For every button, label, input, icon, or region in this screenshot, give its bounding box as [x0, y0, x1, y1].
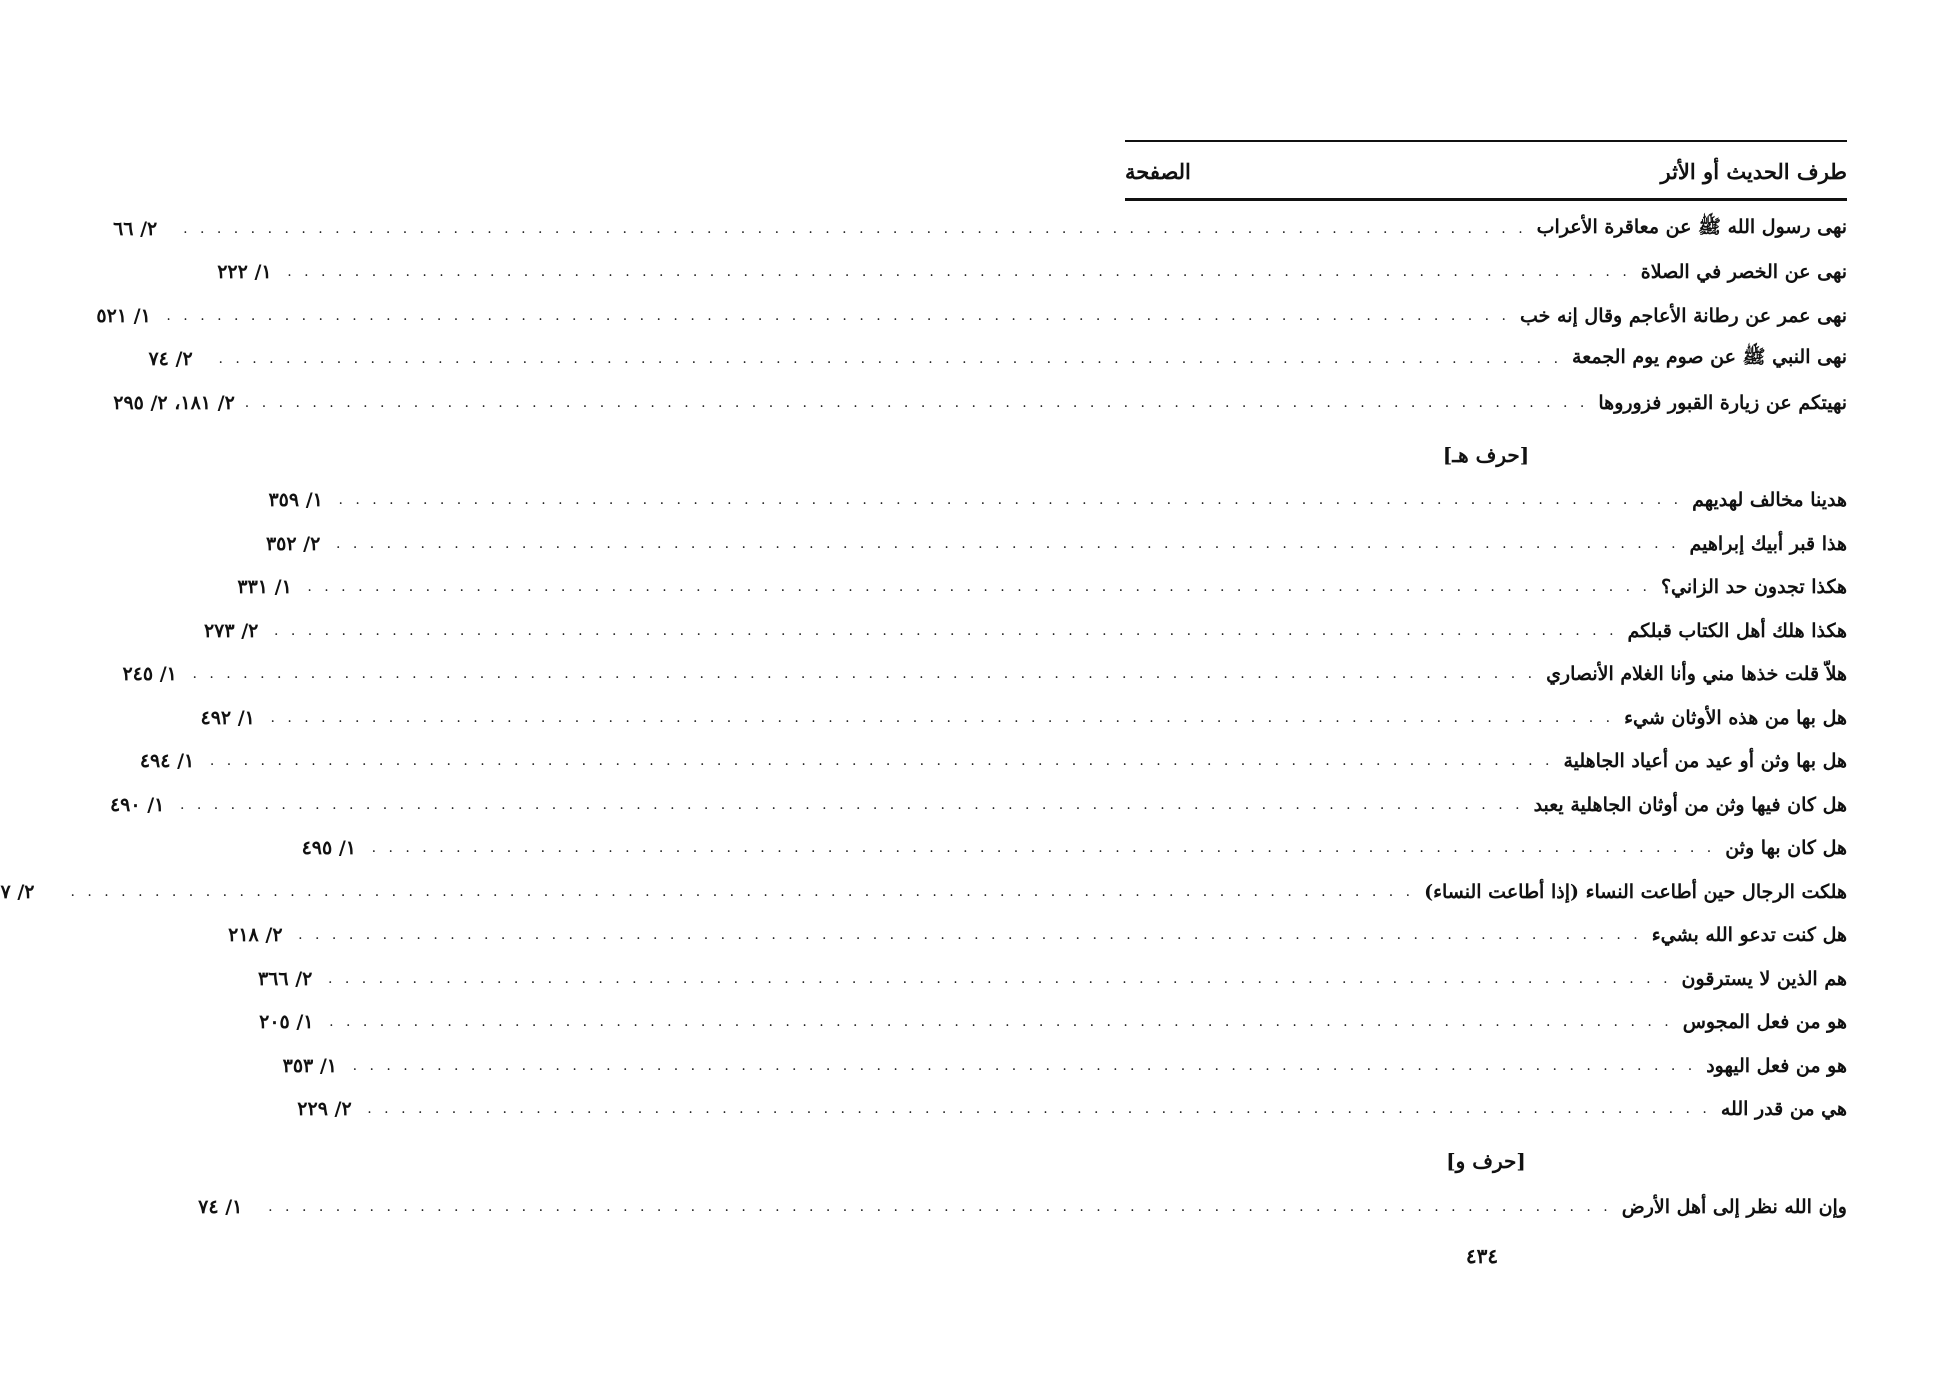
entry-page-ref: ١/ ٥٢١ [96, 304, 151, 327]
index-page [0, 140, 1847, 1229]
dot-leader: . . . . . . . . . . . . . . . . . . . . . . . . . . . . . . . . . . . . . . . . . . . . . . . . . . . . . . . . . . . . . . . . . . . . . . . . . . . . . . . . [273, 622, 1618, 639]
dot-leader: . . . . . . . . . . . . . . . . . . . . . . . . . . . . . . . . . . . . . . . . . . . . . . . . . . . . . . . . . . . . . . . . . . . . . . . . . . . . . . . . [192, 666, 1537, 683]
index-entry [217, 251, 1847, 295]
entry-page-ref: ٢/ ٦٦ [113, 217, 158, 240]
entry-page-ref: ٢/ ٢١٨ [228, 924, 283, 947]
index-entry [265, 522, 1847, 566]
entry-text: نهيتكم عن زيارة القبور فزوروها [1598, 391, 1847, 414]
index-entry [148, 338, 1847, 382]
entry-text: نهى عمر عن رطانة الأعاجم وقال إنه خب [1520, 304, 1847, 327]
dot-leader: . . . . . . . . . . . . . . . . . . . . . . . . . . . . . . . . . . . . . . . . . . . . . . . . . . . . . . . . . . . . . . . . . . . . . . . . . . . . . . . . [183, 220, 1527, 237]
section-title: [حرف و] [1446, 1149, 1526, 1173]
index-entry [200, 696, 1847, 740]
entry-text: هي من قدر الله [1720, 1098, 1847, 1121]
index-entry [198, 1185, 1847, 1229]
table-header [1125, 152, 1847, 190]
dot-leader: . . . . . . . . . . . . . . . . . . . . . . . . . . . . . . . . . . . . . . . . . . . . . . . . . . . . . . . . . . . . . . . . . . . . . . . . . . . . . . . . [352, 1057, 1697, 1074]
index-entry [301, 827, 1847, 871]
index-entry [122, 653, 1847, 697]
dot-leader: . . . . . . . . . . . . . . . . . . . . . . . . . . . . . . . . . . . . . . . . . . . . . . . . . . . . . . . . . . . . . . . . . . . . . . . . . . . . . . . . [367, 1101, 1711, 1118]
dot-leader: . . . . . . . . . . . . . . . . . . . . . . . . . . . . . . . . . . . . . . . . . . . . . . . . . . . . . . . . . . . . . . . . . . . . . . . . . . . . . . . . [298, 927, 1642, 944]
entry-page-ref: ٢/ ٢٢٩ [297, 1098, 352, 1121]
entry-text: هدينا مخالف لهديهم [1692, 489, 1847, 512]
dot-leader: . . . . . . . . . . . . . . . . . . . . . . . . . . . . . . . . . . . . . . . . . . . . . . . . . . . . . . . . . . . . . . . . . . . . . . . . . . . . . . . . [307, 579, 1651, 596]
dot-leader: . . . . . . . . . . . . . . . . . . . . . . . . . . . . . . . . . . . . . . . . . . . . . . . . . . . . . . . . . . . . . . . . . . . . . . . . . . . . . . . . [70, 883, 1415, 900]
entry-text: هلاّ قلت خذها مني وأنا الغلام الأنصاري [1546, 663, 1847, 686]
index-entry [0, 870, 1847, 914]
entry-text: هل كان فيها وثن من أوثان الجاهلية يعبد [1533, 793, 1847, 816]
entry-page-ref: ٢/ ٣٦٦ [257, 967, 313, 990]
dot-leader: . . . . . . . . . . . . . . . . . . . . . . . . . . . . . . . . . . . . . . . . . . . . . . . . . . . . . . . . . . . . . . . . . . . . . . . . . . . . . . . . [329, 1014, 1673, 1031]
entry-text: هذا قبر أبيك إبراهيم [1689, 532, 1847, 555]
entry-text: هل كنت تدعو الله بشيء [1651, 924, 1847, 947]
entry-page-ref: ١/ ٣٥٣ [282, 1054, 338, 1077]
index-sections [0, 207, 1847, 1229]
dot-leader: . . . . . . . . . . . . . . . . . . . . . . . . . . . . . . . . . . . . . . . . . . . . . . . . . . . . . . . . . . . . . . . . . . . . . . . . . . . . . . . . [371, 840, 1716, 857]
entry-text: هل بها من هذه الأوثان شيء [1624, 706, 1847, 729]
entry-page-ref: ١/ ٢٢٢ [217, 261, 272, 284]
entry-page-ref: ١/ ٢٤٥ [122, 663, 177, 686]
dot-leader: . . . . . . . . . . . . . . . . . . . . . . . . . . . . . . . . . . . . . . . . . . . . . . . . . . . . . . . . . . . . . . . . . . . . . . . . . . . . . . . . [166, 307, 1510, 324]
entry-page-ref: ١/ ٧٤ [198, 1195, 243, 1218]
index-entry [113, 207, 1847, 251]
entry-text: هكذا تجدون حد الزاني؟ [1660, 576, 1847, 599]
index-entry [268, 479, 1847, 523]
index-entry [237, 566, 1847, 610]
dot-leader: . . . . . . . . . . . . . . . . . . . . . . . . . . . . . . . . . . . . . . . . . . . . . . . . . . . . . . . . . . . . . . . . . . . . . . . . . . . . . . . . [268, 1198, 1612, 1215]
dot-leader: . . . . . . . . . . . . . . . . . . . . . . . . . . . . . . . . . . . . . . . . . . . . . . . . . . . . . . . . . . . . . . . . . . . . . . . . . . . . . . . . [338, 492, 1683, 509]
entry-text: نهى رسول الله ﷺ عن معاقرة الأعراب [1536, 215, 1847, 238]
dot-leader: . . . . . . . . . . . . . . . . . . . . . . . . . . . . . . . . . . . . . . . . . . . . . . . . . . . . . . . . . . . . . . . . . . . . . . . . . . . . . . . . [209, 753, 1554, 770]
index-entry [96, 294, 1847, 338]
entry-page-ref: ١/ ٤٩٤ [139, 750, 195, 773]
entry-text: هلكت الرجال حين أطاعت النساء (إذا أطاعت النساء) [1424, 880, 1847, 903]
entry-page-ref: ١/ ٤٩٠ [109, 793, 165, 816]
header-page-column: الصفحة [1125, 158, 1191, 184]
dot-leader: . . . . . . . . . . . . . . . . . . . . . . . . . . . . . . . . . . . . . . . . . . . . . . . . . . . . . . . . . . . . . . . . . . . . . . . . . . . . . . . . [179, 796, 1524, 813]
entry-list [0, 479, 1847, 1132]
index-entry [259, 1001, 1847, 1045]
entry-page-ref: ١/ ٤٩٥ [301, 837, 356, 860]
index-entry [113, 381, 1847, 425]
entry-text: هكذا هلك أهل الكتاب قبلكم [1627, 619, 1847, 642]
page-number: ٤٣٤ [1465, 1244, 1499, 1268]
section-title: [حرف هـ] [1442, 442, 1530, 467]
index-entry [297, 1088, 1847, 1132]
entry-text: هو من فعل المجوس [1682, 1011, 1847, 1034]
entry-page-ref: ٢/ ٧ [0, 880, 35, 903]
entry-page-ref: ١/ ٣٣١ [237, 576, 292, 599]
header-top-rule [1125, 140, 1847, 142]
entry-page-ref: ١/ ٤٩٢ [200, 706, 255, 729]
index-entry [109, 783, 1847, 827]
entry-text: نهى عن الخصر في الصلاة [1640, 261, 1847, 284]
dot-leader: . . . . . . . . . . . . . . . . . . . . . . . . . . . . . . . . . . . . . . . . . . . . . . . . . . . . . . . . . . . . . . . . . . . . . . . . . . . . . . . . [244, 394, 1589, 411]
entry-page-ref: ٢/ ١٨١، ٢/ ٢٩٥ [113, 391, 235, 414]
dot-leader: . . . . . . . . . . . . . . . . . . . . . . . . . . . . . . . . . . . . . . . . . . . . . . . . . . . . . . . . . . . . . . . . . . . . . . . . . . . . . . . . [218, 351, 1563, 368]
dot-leader: . . . . . . . . . . . . . . . . . . . . . . . . . . . . . . . . . . . . . . . . . . . . . . . . . . . . . . . . . . . . . . . . . . . . . . . . . . . . . . . . [287, 264, 1631, 281]
entry-text: وإن الله نظر إلى أهل الأرض [1621, 1195, 1847, 1218]
entry-list [198, 1185, 1847, 1229]
entry-text: هم الذين لا يسترقون [1681, 967, 1847, 990]
entry-text: هو من فعل اليهود [1706, 1054, 1847, 1077]
index-entry [203, 609, 1847, 653]
entry-page-ref: ٢/ ٣٥٢ [265, 532, 321, 555]
dot-leader: . . . . . . . . . . . . . . . . . . . . . . . . . . . . . . . . . . . . . . . . . . . . . . . . . . . . . . . . . . . . . . . . . . . . . . . . . . . . . . . . [270, 709, 1615, 726]
index-entry [139, 740, 1847, 784]
index-entry [257, 957, 1847, 1001]
entry-text: نهى النبي ﷺ عن صوم يوم الجمعة [1572, 346, 1847, 369]
entry-list [96, 207, 1847, 425]
header-bottom-rule [1125, 198, 1847, 201]
index-entry [228, 914, 1847, 958]
entry-page-ref: ١/ ٢٠٥ [259, 1011, 314, 1034]
entry-text: هل كان بها وثن [1725, 837, 1847, 860]
header-title: طرف الحديث أو الأثر [1660, 158, 1847, 184]
dot-leader: . . . . . . . . . . . . . . . . . . . . . . . . . . . . . . . . . . . . . . . . . . . . . . . . . . . . . . . . . . . . . . . . . . . . . . . . . . . . . . . . [327, 970, 1672, 987]
entry-text: هل بها وثن أو عيد من أعياد الجاهلية [1563, 750, 1847, 773]
entry-page-ref: ١/ ٣٥٩ [268, 489, 323, 512]
entry-page-ref: ٢/ ٧٤ [148, 348, 193, 371]
dot-leader: . . . . . . . . . . . . . . . . . . . . . . . . . . . . . . . . . . . . . . . . . . . . . . . . . . . . . . . . . . . . . . . . . . . . . . . . . . . . . . . . [335, 535, 1680, 552]
index-entry [282, 1044, 1847, 1088]
entry-page-ref: ٢/ ٢٧٣ [203, 619, 259, 642]
